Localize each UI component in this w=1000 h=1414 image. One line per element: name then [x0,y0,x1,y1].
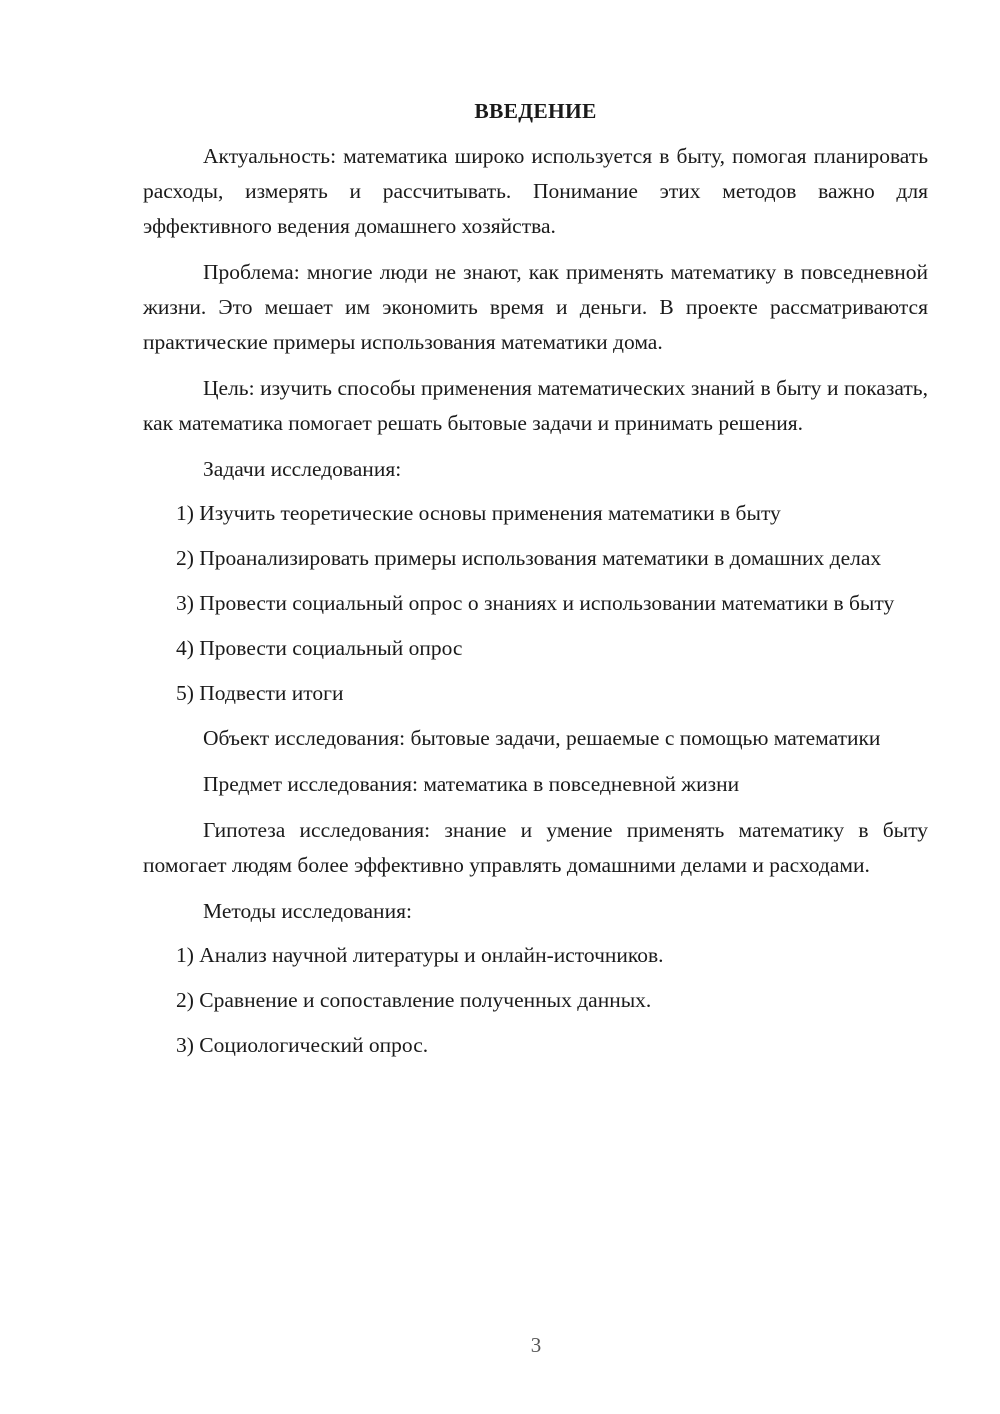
document-page [143,94,928,1073]
object-paragraph: Объект исследования: бытовые задачи, решаемые с помощью математики [203,726,881,750]
section-heading: ВВЕДЕНИЕ [474,99,597,123]
relevance-paragraph: Актуальность: математика широко используется в быту, помогая планировать расходы, измерять и рассчитывать. Понимание этих методов важно для эффективного ведения домашнего хозяйства. [143,144,928,238]
tasks-heading: Задачи исследования: [203,457,402,481]
task-item: 5) Подвести итоги [176,681,344,705]
page-number: 3 [530,1333,542,1357]
task-item: 4) Провести социальный опрос [176,636,463,660]
method-item: 3) Социологический опрос. [176,1033,429,1057]
goal-paragraph: Цель: изучить способы применения математических знаний в быту и показать, как математика помогает решать бытовые задачи и принимать решения. [143,376,928,435]
methods-heading: Методы исследования: [203,899,412,923]
task-item: 1) Изучить теоретические основы применения математики в быту [176,501,781,525]
method-item: 2) Сравнение и сопоставление полученных данных. [176,988,652,1012]
method-item: 1) Анализ научной литературы и онлайн-источников. [176,943,664,967]
task-item: 2) Проанализировать примеры использования математики в домашних делах [176,546,882,570]
hypothesis-paragraph: Гипотеза исследования: знание и умение применять математику в быту помогает людям более эффективно управлять домашними делами и расходами. [143,818,928,877]
subject-paragraph: Предмет исследования: математика в повседневной жизни [203,772,740,796]
problem-paragraph: Проблема: многие люди не знают, как применять математику в повседневной жизни. Это мешает им экономить время и деньги. В проекте рассматриваются практические примеры использования математики дома. [143,260,928,354]
task-item: 3) Провести социальный опрос о знаниях и использовании математики в быту [176,591,895,615]
